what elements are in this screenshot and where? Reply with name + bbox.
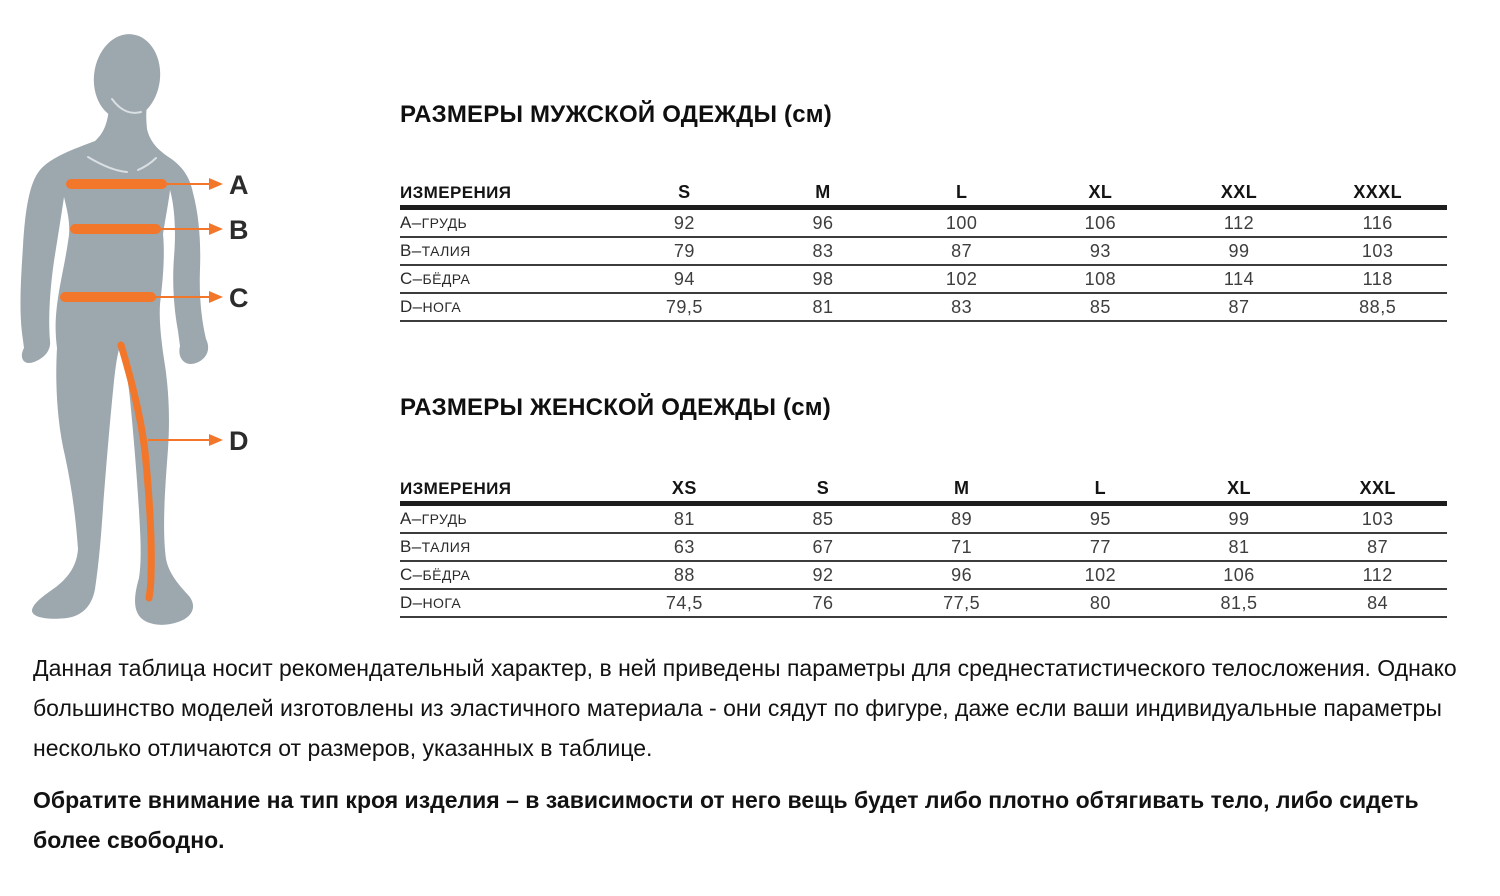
table-row-hips xyxy=(400,266,1447,294)
column-header-size-s: S xyxy=(678,182,691,202)
hips-band xyxy=(60,292,156,302)
size-value-cell: 95 xyxy=(1089,508,1111,529)
size-value-cell: 114 xyxy=(1223,268,1255,289)
arrowheads xyxy=(209,178,223,446)
size-value-cell: 93 xyxy=(1089,240,1111,261)
size-value-cell: 83 xyxy=(951,296,973,317)
size-tables-column xyxy=(400,0,1447,640)
disclaimer-paragraph: Данная таблица носит рекомендательный характер, в ней приведены параметры для среднестатистического телосложения. Однако большинство моделей изготовлены из эластичного материала - они сядут по фигуре, даже если ваши индивидуальные параметры несколько отличаются от размеров, указанных в таблице. xyxy=(33,655,1457,761)
waist-arrowhead-icon xyxy=(209,223,223,235)
waist-band xyxy=(70,224,161,234)
column-header-measurements: ИЗМЕРЕНИЯ xyxy=(400,183,512,202)
row-label xyxy=(400,213,615,233)
size-value-cell: 76 xyxy=(812,592,834,613)
size-value-cell: 92 xyxy=(812,564,834,585)
row-label-word: БЁДРА xyxy=(422,271,471,287)
size-value-cell: 112 xyxy=(1362,564,1393,585)
women-table-title: РАЗМЕРЫ ЖЕНСКОЙ ОДЕЖДЫ (см) xyxy=(400,394,831,421)
size-value-cell: 106 xyxy=(1223,564,1255,585)
men-table-title: РАЗМЕРЫ МУЖСКОЙ ОДЕЖДЫ (см) xyxy=(400,101,832,128)
size-value-cell: 88,5 xyxy=(1359,296,1397,317)
size-value-cell: 85 xyxy=(812,508,834,529)
size-value-cell: 81 xyxy=(673,508,695,529)
row-label-letter: A– xyxy=(400,213,422,232)
column-header-size-xl: XL xyxy=(1088,182,1113,202)
row-label-word: ТАЛИЯ xyxy=(421,539,471,555)
column-header-size-m: M xyxy=(815,182,831,202)
fit-note-paragraph: Обратите внимание на тип кроя изделия – в зависимости от него вещь будет либо плотно обтягивать тело, либо сидеть более свободно. xyxy=(33,787,1419,853)
row-label-word: БЁДРА xyxy=(422,567,471,583)
size-value-cell: 96 xyxy=(812,212,834,233)
table-row-waist xyxy=(400,238,1447,266)
size-value-cell: 98 xyxy=(812,268,834,289)
inseam-arrowhead-icon xyxy=(209,434,223,446)
row-label xyxy=(400,593,615,613)
size-value-cell: 87 xyxy=(1367,536,1389,557)
size-value-cell: 81,5 xyxy=(1220,592,1258,613)
size-value-cell: 112 xyxy=(1223,212,1255,233)
size-value-cell: 77,5 xyxy=(943,592,981,613)
size-value-cell: 67 xyxy=(812,536,834,557)
row-label-letter: D– xyxy=(400,593,423,612)
notes-section xyxy=(33,648,1483,860)
size-value-cell: 79,5 xyxy=(665,296,703,317)
women-size-table xyxy=(400,474,1447,618)
figure-label-a: A xyxy=(229,170,249,200)
column-header-measurements: ИЗМЕРЕНИЯ xyxy=(400,479,512,498)
size-value-cell: 79 xyxy=(673,240,695,261)
table-row-hips xyxy=(400,562,1447,590)
size-value-cell: 80 xyxy=(1089,592,1111,613)
column-header-size-m: M xyxy=(953,478,970,498)
row-label xyxy=(400,241,615,261)
measurement-figure xyxy=(0,0,330,650)
row-label-word: ГРУДЬ xyxy=(421,511,468,527)
table-row-leg xyxy=(400,294,1447,322)
row-label-letter: B– xyxy=(400,241,422,260)
size-value-cell: 74,5 xyxy=(665,592,703,613)
size-value-cell: 63 xyxy=(673,536,695,557)
row-label xyxy=(400,297,615,317)
size-value-cell: 77 xyxy=(1089,536,1111,557)
size-value-cell: 81 xyxy=(812,296,834,317)
size-value-cell: 87 xyxy=(1228,296,1250,317)
row-label-word: НОГА xyxy=(422,595,462,611)
size-value-cell: 106 xyxy=(1084,212,1117,233)
table-row-chest xyxy=(400,506,1447,534)
figure-label-c: C xyxy=(229,283,249,313)
table-row-waist xyxy=(400,534,1447,562)
row-label-letter: C– xyxy=(400,565,423,584)
row-label-word: НОГА xyxy=(422,299,462,315)
men-size-table xyxy=(400,178,1447,322)
figure-label-b: B xyxy=(229,215,249,245)
size-value-cell: 102 xyxy=(945,268,978,289)
row-label-letter: A– xyxy=(400,509,422,528)
size-value-cell: 99 xyxy=(1228,508,1250,529)
row-label xyxy=(400,565,615,585)
column-header-size-xl: XL xyxy=(1227,478,1251,498)
size-value-cell: 103 xyxy=(1361,508,1394,529)
row-label xyxy=(400,537,615,557)
figure-label-d: D xyxy=(229,426,249,456)
column-header-size-xs: XS xyxy=(671,478,697,498)
table-row-leg xyxy=(400,590,1447,618)
row-label xyxy=(400,509,615,529)
column-header-size-l: L xyxy=(955,182,968,202)
column-header-size-xxl: XXL xyxy=(1220,182,1258,202)
size-value-cell: 108 xyxy=(1084,268,1117,289)
size-value-cell: 87 xyxy=(951,240,973,261)
size-value-cell: 83 xyxy=(812,240,834,261)
column-header-size-xxl: XXL xyxy=(1359,478,1396,498)
size-value-cell: 89 xyxy=(951,508,973,529)
chest-band xyxy=(66,179,167,189)
size-value-cell: 116 xyxy=(1362,212,1393,233)
size-value-cell: 118 xyxy=(1362,268,1393,289)
row-label-word: ГРУДЬ xyxy=(421,215,468,231)
size-value-cell: 99 xyxy=(1228,240,1250,261)
column-header-size-l: L xyxy=(1094,478,1107,498)
row-label-letter: C– xyxy=(400,269,423,288)
women-table-header-row xyxy=(400,474,1447,506)
size-value-cell: 84 xyxy=(1367,592,1389,613)
row-label xyxy=(400,269,615,289)
size-value-cell: 71 xyxy=(951,536,973,557)
size-value-cell: 92 xyxy=(673,212,695,233)
row-label-letter: D– xyxy=(400,297,423,316)
chest-arrowhead-icon xyxy=(209,178,223,190)
size-value-cell: 96 xyxy=(951,564,973,585)
size-value-cell: 88 xyxy=(673,564,695,585)
row-label-word: ТАЛИЯ xyxy=(421,243,471,259)
size-value-cell: 100 xyxy=(945,212,978,233)
size-value-cell: 81 xyxy=(1228,536,1250,557)
column-header-size-s: S xyxy=(816,478,830,498)
size-value-cell: 94 xyxy=(673,268,695,289)
men-table-header-row xyxy=(400,178,1447,210)
table-row-chest xyxy=(400,210,1447,238)
size-value-cell: 102 xyxy=(1084,564,1117,585)
size-value-cell: 85 xyxy=(1089,296,1111,317)
size-value-cell: 103 xyxy=(1361,240,1394,261)
row-label-letter: B– xyxy=(400,537,422,556)
body-silhouette-figure xyxy=(0,0,330,650)
column-header-size-xxxl: XXXL xyxy=(1353,182,1402,202)
hips-arrowhead-icon xyxy=(209,291,223,303)
